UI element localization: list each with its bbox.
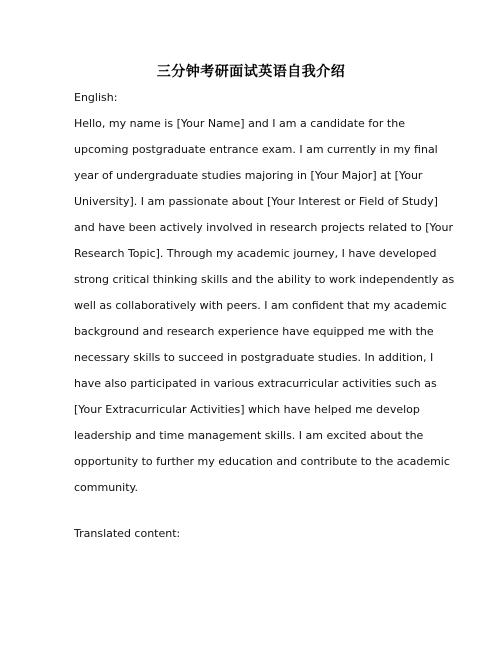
paragraph-line: Research Topic]. Through my academic journey, I have developed xyxy=(74,247,437,260)
paragraph-line: background and research experience have equipped me with the xyxy=(74,325,434,338)
paragraph-line: leadership and time management skills. I am excited about the xyxy=(74,429,424,442)
paragraph-line: [Your Extracurricular Activities] which have helped me develop xyxy=(74,403,420,416)
paragraph-line: necessary skills to succeed in postgraduate studies. In addition, I xyxy=(74,351,434,364)
paragraph-line: University]. I am passionate about [Your Interest or Field of Study] xyxy=(74,195,438,208)
paragraph-line: community. xyxy=(74,481,138,494)
paragraph-line: well as collaboratively with peers. I am confident that my academic xyxy=(74,299,447,312)
language-label: English: xyxy=(74,91,118,104)
paragraph-line: year of undergraduate studies majoring in [Your Major] at [Your xyxy=(74,169,423,182)
paragraph-line: and have been actively involved in research projects related to [Your xyxy=(74,221,453,234)
translated-content-label: Translated content: xyxy=(74,527,181,540)
paragraph-line: upcoming postgraduate entrance exam. I am currently in my final xyxy=(74,143,438,156)
english-paragraph xyxy=(74,111,455,501)
paragraph-line: have also participated in various extracurricular activities such as xyxy=(74,377,437,390)
paragraph-line: strong critical thinking skills and the ability to work independently as xyxy=(74,273,455,286)
document-title: 三分钟考研面试英语自我介绍 xyxy=(156,64,346,80)
paragraph-line: opportunity to further my education and contribute to the academic xyxy=(74,455,450,468)
paragraph-line: Hello, my name is [Your Name] and I am a candidate for the xyxy=(74,117,405,130)
